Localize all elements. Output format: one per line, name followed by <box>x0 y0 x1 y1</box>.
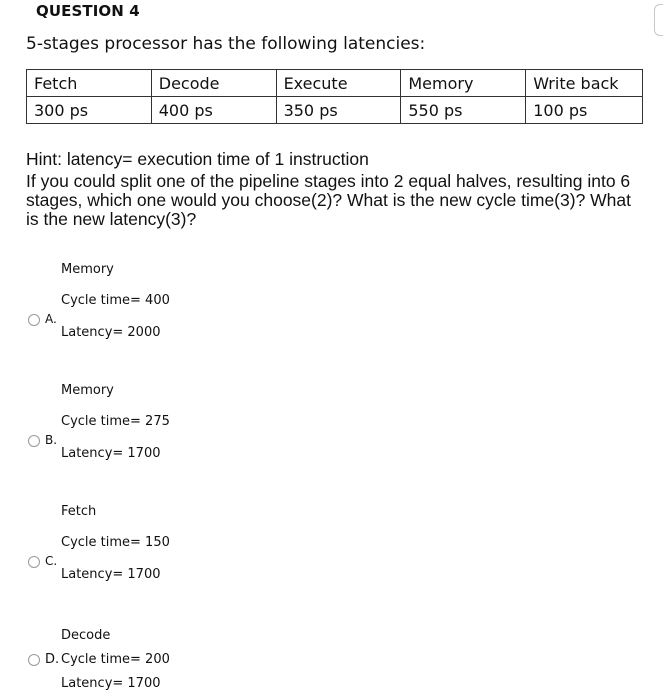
answer-option-d[interactable] <box>0 626 665 698</box>
option-stage: Decode <box>61 628 111 643</box>
radio-button-c[interactable] <box>28 556 40 568</box>
answer-option-c[interactable] <box>0 500 665 590</box>
radio-button-b[interactable] <box>28 435 40 447</box>
option-letter: B. <box>45 433 58 447</box>
option-cycle-time: Cycle time= 200 <box>61 652 170 667</box>
option-cycle-time: Cycle time= 150 <box>61 535 170 550</box>
option-letter: C. <box>45 554 58 568</box>
question-intro: 5-stages processor has the following latencies: <box>26 34 426 54</box>
question-title: QUESTION 4 <box>36 2 140 20</box>
table-cell: 350 ps <box>276 97 401 124</box>
option-latency: Latency= 2000 <box>61 325 161 340</box>
option-letter: A. <box>45 312 57 326</box>
table-cell: 100 ps <box>526 97 643 124</box>
table-header-cell: Write back <box>526 70 643 97</box>
option-stage: Memory <box>61 262 114 277</box>
table-header-cell: Execute <box>276 70 401 97</box>
option-stage: Fetch <box>61 504 97 519</box>
question-prompt: If you could split one of the pipeline stages into 2 equal halves, resulting into 6 stages, which one would you choose(2)? What is the new cycle time(3)? What is the new latency(3)? <box>26 171 632 229</box>
panel-edge <box>654 4 663 36</box>
table-cell: 300 ps <box>27 97 152 124</box>
option-cycle-time: Cycle time= 400 <box>61 293 170 308</box>
latency-table <box>26 69 643 124</box>
option-stage: Memory <box>61 383 114 398</box>
table-header-cell: Decode <box>151 70 276 97</box>
radio-button-d[interactable] <box>28 654 40 666</box>
option-latency: Latency= 1700 <box>61 446 161 461</box>
option-cycle-time: Cycle time= 275 <box>61 414 170 429</box>
answer-option-a[interactable] <box>0 258 665 348</box>
table-cell: 550 ps <box>401 97 526 124</box>
radio-button-a[interactable] <box>28 314 40 326</box>
option-latency: Latency= 1700 <box>61 676 161 691</box>
table-header-cell: Memory <box>401 70 526 97</box>
table-cell: 400 ps <box>151 97 276 124</box>
option-latency: Latency= 1700 <box>61 567 161 582</box>
option-letter: D. <box>45 652 60 667</box>
answer-option-b[interactable] <box>0 379 665 469</box>
hint-block <box>26 150 646 229</box>
table-header-cell: Fetch <box>27 70 152 97</box>
table-row <box>27 97 643 124</box>
hint-definition: Hint: latency= execution time of 1 instruction <box>26 149 369 169</box>
table-header-row <box>27 70 643 97</box>
